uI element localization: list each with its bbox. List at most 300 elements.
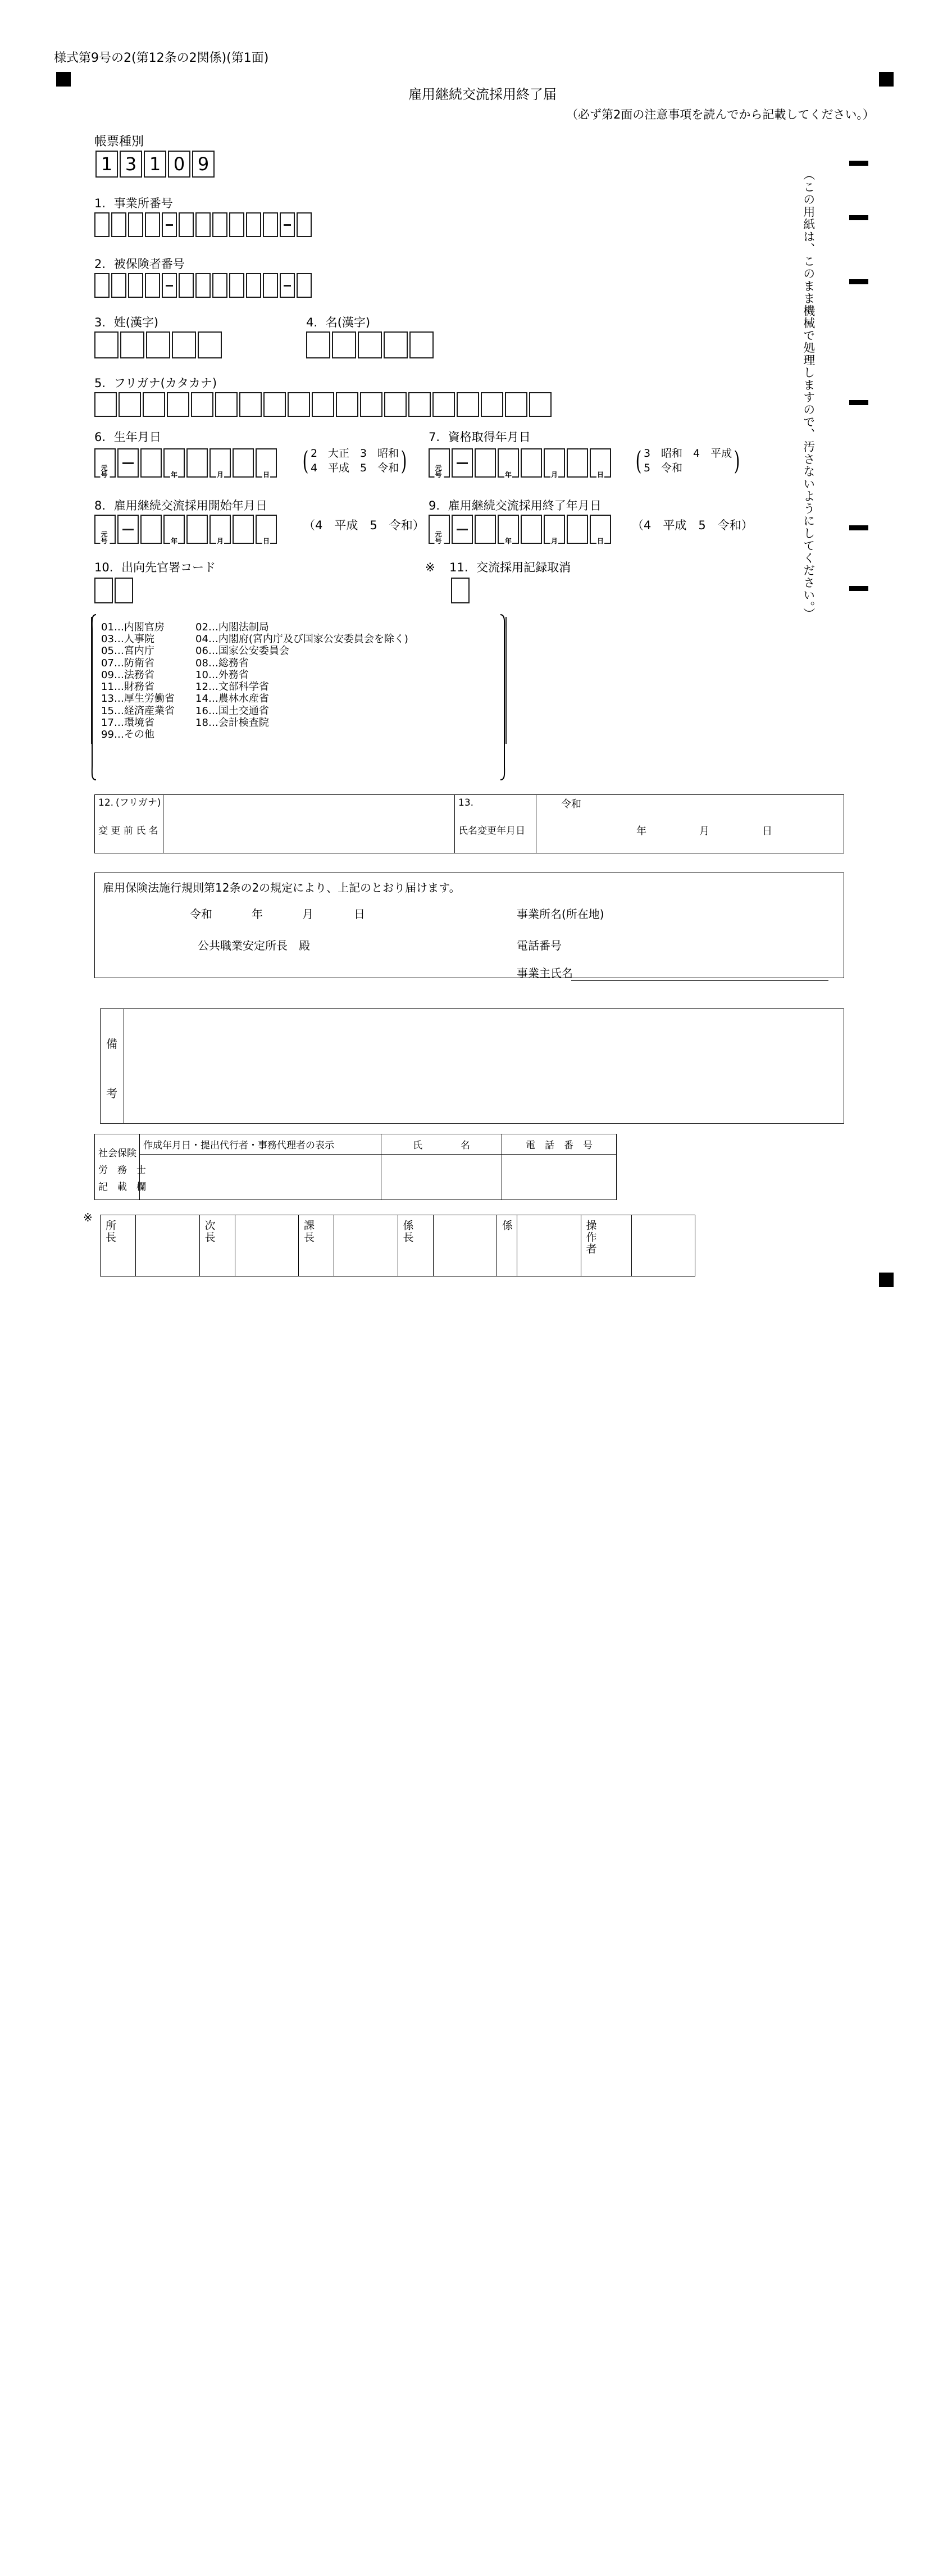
timing-mark-edge-5 [849, 525, 868, 530]
input-cell[interactable] [179, 273, 194, 298]
brace-open-icon: ( [635, 446, 642, 476]
input-cell[interactable] [408, 392, 431, 417]
ministry-code-row [101, 657, 498, 669]
approval-label: 次長 [203, 1220, 216, 1243]
cell-sublabel: 日 [262, 471, 270, 479]
bracket-left-icon [87, 614, 99, 782]
input-cell[interactable] [128, 273, 143, 298]
field-9-input-boxes[interactable] [429, 515, 611, 544]
labor-consultant-value-3[interactable] [502, 1155, 617, 1200]
field-6-input-boxes[interactable] [94, 448, 277, 478]
input-cell[interactable] [215, 392, 238, 417]
input-cell[interactable] [452, 515, 473, 544]
field-7-number: 7. [429, 430, 440, 444]
input-cell[interactable] [498, 515, 519, 544]
field-13-day-unit: 日 [762, 825, 772, 837]
field-3-input-boxes[interactable] [94, 331, 222, 358]
input-cell[interactable] [94, 392, 117, 417]
ministry-code-row [101, 633, 498, 645]
input-cell[interactable] [429, 515, 450, 544]
name-change-table [94, 794, 844, 853]
ministry-code-row [101, 621, 498, 633]
approval-value [517, 1215, 581, 1234]
field-12-label-cell [95, 795, 163, 853]
input-cell[interactable] [94, 515, 116, 544]
input-cell[interactable] [384, 331, 408, 358]
input-cell[interactable] [306, 331, 330, 358]
input-cell[interactable] [256, 448, 277, 478]
labor-consultant-col-3-label: 電 話 番 号 [526, 1140, 593, 1151]
field-13-month-unit: 月 [699, 825, 709, 837]
input-cell[interactable] [163, 515, 185, 544]
input-cell[interactable] [590, 448, 611, 478]
approval-value-cell[interactable] [433, 1215, 497, 1276]
cell-dash-separator [122, 529, 134, 530]
input-cell[interactable] [111, 273, 126, 298]
form-type-digits [95, 151, 215, 178]
input-cell[interactable] [475, 515, 496, 544]
field-1-title: 事業所番号 [113, 197, 173, 210]
labor-consultant-label-line-2: 労 務 士 [98, 1165, 146, 1176]
remarks-table [100, 1008, 844, 1124]
labor-consultant-value-3-text [502, 1155, 616, 1173]
cell-dash-separator [166, 285, 174, 287]
input-cell[interactable] [567, 448, 588, 478]
field-8-label [94, 500, 267, 512]
field-7-label [429, 431, 531, 443]
input-cell[interactable] [529, 392, 552, 417]
ministry-code-row [101, 645, 498, 657]
input-cell[interactable] [481, 392, 503, 417]
input-cell[interactable] [280, 212, 295, 237]
table-row [95, 1155, 617, 1200]
input-cell[interactable] [312, 392, 334, 417]
remarks-value-cell[interactable] [124, 1009, 844, 1124]
field-12-name-label: 変 更 前 氏 名 [98, 825, 158, 837]
form-type-digit [144, 151, 166, 178]
instruction-note: （必ず第2面の注意事項を読んでから記載してください。） [566, 108, 874, 121]
input-cell[interactable] [384, 392, 407, 417]
field-10-number: 10. [94, 561, 113, 574]
input-cell[interactable] [263, 392, 286, 417]
field-9-number: 9. [429, 499, 440, 512]
cell-sublabel: 年 [170, 537, 178, 545]
cell-dash-separator [457, 462, 468, 464]
page-title: 雇用継続交流採用終了届 [408, 87, 557, 102]
ministry-code-right: 08…総務省 [195, 657, 249, 669]
approval-label: 操作者 [584, 1220, 597, 1255]
table-row [101, 1009, 844, 1124]
input-cell[interactable] [246, 212, 261, 237]
input-cell[interactable] [521, 515, 542, 544]
labor-consultant-value-1[interactable] [140, 1155, 381, 1200]
timing-mark-bottom-right [879, 1273, 894, 1287]
field-5-input-boxes[interactable] [94, 392, 552, 417]
remarks-label-cell [101, 1009, 124, 1124]
field-13-year-unit: 年 [636, 825, 646, 837]
input-cell[interactable] [140, 448, 162, 478]
input-cell[interactable] [115, 578, 133, 603]
approval-table [100, 1215, 695, 1276]
input-cell[interactable] [288, 392, 310, 417]
field-2-input-boxes[interactable] [94, 273, 312, 298]
cell-sublabel: 元号 [435, 531, 444, 544]
approval-label-cell [398, 1215, 433, 1276]
cell-sublabel: 元号 [101, 465, 110, 478]
office-name-label: 事業所名(所在地) [517, 907, 604, 921]
input-cell[interactable] [209, 515, 231, 544]
input-cell[interactable] [451, 578, 470, 603]
form-type-digit [168, 151, 190, 178]
ministry-code-left: 17…環境省 [101, 716, 154, 729]
approval-value-cell[interactable] [334, 1215, 398, 1276]
field-9-label [429, 500, 602, 512]
input-cell[interactable] [146, 331, 170, 358]
input-cell[interactable] [94, 273, 110, 298]
field-12-furigana-label: (フリガナ) [116, 797, 161, 808]
form-type-digit-value: 1 [101, 153, 113, 175]
approval-label-cell [497, 1215, 517, 1276]
cell-sublabel: 月 [216, 471, 224, 479]
field-2-label [94, 258, 185, 270]
input-cell[interactable] [475, 448, 496, 478]
cell-dash-separator [166, 224, 174, 226]
cell-sublabel: 元号 [101, 531, 110, 544]
approval-label: 課長 [302, 1220, 315, 1243]
field-4-number: 4. [306, 316, 318, 329]
ministry-code-left: 05…宮内庁 [101, 645, 154, 657]
table-row [95, 795, 844, 853]
input-cell[interactable] [505, 392, 527, 417]
form-type-digit [192, 151, 215, 178]
input-cell[interactable] [229, 273, 244, 298]
input-cell[interactable] [360, 392, 382, 417]
field-4-title: 名(漢字) [325, 316, 371, 329]
field-1-label [94, 198, 173, 210]
cell-sublabel: 日 [596, 537, 604, 545]
side-note: （この用紙は、このまま機械で処理しますので、汚さないようにしてください。） [801, 169, 816, 620]
field-13-date-cell[interactable] [536, 795, 844, 853]
input-cell[interactable] [195, 212, 211, 237]
input-cell[interactable] [94, 578, 113, 603]
input-cell[interactable] [521, 448, 542, 478]
input-cell[interactable] [191, 392, 213, 417]
input-cell[interactable] [358, 331, 382, 358]
form-type-label: 帳票種別 [94, 135, 144, 149]
labor-consultant-col-header-3 [502, 1134, 617, 1155]
field-1-number: 1. [94, 197, 106, 210]
ministry-code-row [101, 681, 498, 693]
field-13-number: 13. [458, 797, 474, 808]
approval-label-cell [199, 1215, 235, 1276]
input-cell[interactable] [120, 331, 144, 358]
field-10-input-boxes[interactable] [94, 578, 133, 603]
input-cell[interactable] [297, 212, 312, 237]
input-cell[interactable] [263, 212, 278, 237]
ministry-code-left: 11…財務省 [101, 681, 154, 693]
approval-value-cell[interactable] [517, 1215, 581, 1276]
approval-value [235, 1215, 299, 1234]
timing-mark-edge-2 [849, 215, 868, 220]
input-cell[interactable] [544, 515, 565, 544]
input-cell[interactable] [457, 392, 479, 417]
input-cell[interactable] [186, 448, 208, 478]
field-6-era-note [300, 448, 409, 474]
form-type-digit [95, 151, 118, 178]
labor-consultant-col-2-label: 氏 名 [413, 1140, 470, 1151]
input-cell[interactable] [409, 331, 434, 358]
input-cell[interactable] [297, 273, 312, 298]
timing-mark-top-left [56, 72, 71, 87]
labor-consultant-value-2[interactable] [381, 1155, 502, 1200]
ministry-code-left: 99…その他 [101, 729, 154, 741]
brace-open-icon: ( [302, 446, 309, 476]
timing-mark-edge-4 [849, 400, 868, 405]
input-cell[interactable] [590, 515, 611, 544]
input-cell[interactable] [162, 273, 177, 298]
input-cell[interactable] [246, 273, 261, 298]
cell-dash-separator [284, 285, 291, 287]
field-8-input-boxes[interactable] [94, 515, 277, 544]
input-cell[interactable] [117, 515, 139, 544]
form-type-digit-value: 9 [197, 153, 209, 175]
brace-close-icon: ) [734, 446, 740, 476]
ministry-code-left: 09…法務省 [101, 669, 154, 681]
input-cell[interactable] [195, 273, 211, 298]
ministry-code-right: 18…会計検査院 [195, 716, 269, 729]
field-7-title: 資格取得年月日 [448, 430, 531, 444]
field-13-label-cell [455, 795, 536, 853]
ministry-code-left: 13…厚生労働省 [101, 693, 175, 705]
input-cell[interactable] [280, 273, 295, 298]
field-3-title: 姓(漢字) [113, 316, 159, 329]
table-row [101, 1215, 695, 1276]
field-7-input-boxes[interactable] [429, 448, 611, 478]
phone-label: 電話番号 [517, 939, 562, 952]
timing-mark-edge-3 [849, 279, 868, 284]
cell-dash-separator [457, 529, 468, 530]
ministry-code-left: 03…人事院 [101, 633, 154, 646]
ministry-code-right: 16…国土交通省 [195, 705, 269, 717]
remarks-label-line-2: 考 [106, 1087, 117, 1100]
approval-value-cell[interactable] [631, 1215, 695, 1276]
declaration-date-era: 令和 [190, 907, 212, 921]
labor-consultant-label-line-3: 記 載 欄 [98, 1182, 146, 1193]
cell-dash-separator [122, 462, 134, 464]
input-cell[interactable] [239, 392, 262, 417]
field-9-title: 雇用継続交流採用終了年月日 [448, 499, 602, 512]
input-cell[interactable] [212, 212, 227, 237]
ministry-code-row [101, 717, 498, 729]
ministry-code-right: 14…農林水産省 [195, 693, 269, 705]
ministry-code-left: 15…経済産業省 [101, 705, 175, 717]
input-cell[interactable] [212, 273, 227, 298]
field-12-value [163, 795, 454, 814]
field-11-mark: ※ [425, 561, 435, 574]
field-3-label [94, 317, 158, 329]
field-2-number: 2. [94, 257, 106, 271]
input-cell[interactable] [111, 212, 126, 237]
field-5-title: フリガナ(カタカナ) [113, 376, 217, 390]
field-11-label [449, 562, 571, 574]
field-9-era-note: （4 平成 5 令和） [632, 519, 753, 532]
labor-consultant-label-line-1: 社会保険 [98, 1148, 136, 1159]
approval-value [334, 1215, 398, 1234]
table-row [95, 1134, 617, 1155]
input-cell[interactable] [162, 212, 177, 237]
cell-sublabel: 月 [216, 537, 224, 545]
labor-consultant-col-header-2 [381, 1134, 502, 1155]
field-7-era-line-2: 5 令和 [643, 461, 683, 474]
input-cell[interactable] [143, 392, 165, 417]
ministry-code-row [101, 729, 498, 740]
field-6-label [94, 431, 161, 443]
approval-value-cell[interactable] [136, 1215, 200, 1276]
cell-sublabel: 日 [596, 471, 604, 479]
owner-name-input[interactable] [571, 980, 828, 981]
declaration-addressee: 公共職業安定所長 殿 [198, 939, 310, 952]
field-12-value-cell[interactable] [163, 795, 455, 853]
input-cell[interactable] [94, 212, 110, 237]
input-cell[interactable] [94, 448, 116, 478]
input-cell[interactable] [332, 331, 356, 358]
input-cell[interactable] [179, 212, 194, 237]
remarks-label-line-1: 備 [106, 1037, 117, 1051]
declaration-date-month: 月 [302, 907, 313, 921]
input-cell[interactable] [263, 273, 278, 298]
labor-consultant-col-header-1 [140, 1134, 381, 1155]
remarks-value [124, 1009, 844, 1028]
ministry-code-row [101, 669, 498, 681]
field-13-era: 令和 [561, 798, 581, 810]
ministry-code-row [101, 705, 498, 717]
input-cell[interactable] [128, 212, 143, 237]
input-cell[interactable] [544, 448, 565, 478]
input-cell[interactable] [432, 392, 455, 417]
field-7-era-note [634, 448, 742, 474]
field-12-number: 12. [98, 797, 114, 808]
field-1-input-boxes[interactable] [94, 212, 312, 237]
cell-sublabel: 月 [550, 537, 558, 545]
input-cell[interactable] [119, 392, 141, 417]
input-cell[interactable] [567, 515, 588, 544]
form-type-digit [120, 151, 142, 178]
approval-label-cell [101, 1215, 136, 1276]
approval-value [632, 1215, 695, 1234]
declaration-statement: 雇用保険法施行規則第12条の2の規定により、上記のとおり届けます。 [103, 881, 461, 894]
declaration-date-year: 年 [252, 907, 263, 921]
field-8-era-note: （4 平成 5 令和） [303, 519, 425, 532]
timing-mark-top-right [879, 72, 894, 87]
field-7-era-line-1: 3 昭和 4 平成 [643, 447, 732, 460]
input-cell[interactable] [256, 515, 277, 544]
input-cell[interactable] [233, 448, 254, 478]
field-10-title: 出向先官署コード [121, 561, 216, 574]
input-cell[interactable] [94, 331, 119, 358]
input-cell[interactable] [233, 515, 254, 544]
ministry-code-left: 01…内閣官房 [101, 621, 165, 633]
bracket-right-icon [497, 614, 509, 782]
input-cell[interactable] [429, 448, 450, 478]
input-cell[interactable] [145, 212, 160, 237]
field-8-number: 8. [94, 499, 106, 512]
field-10-label [94, 562, 216, 574]
approval-label-cell [299, 1215, 334, 1276]
input-cell[interactable] [229, 212, 244, 237]
approval-label: 係長 [401, 1220, 414, 1243]
approval-label: 所長 [104, 1220, 116, 1243]
ministry-code-row [101, 693, 498, 705]
declaration-date-day: 日 [354, 907, 365, 921]
labor-consultant-table [94, 1134, 617, 1200]
cell-sublabel: 年 [504, 471, 512, 479]
approval-row-mark: ※ [83, 1211, 93, 1224]
field-11-input-boxes[interactable] [451, 578, 470, 603]
labor-consultant-value-2-text [381, 1155, 502, 1173]
labor-consultant-side-label [95, 1134, 146, 1200]
field-12-number-furigana [98, 798, 161, 808]
input-cell[interactable] [498, 448, 519, 478]
field-4-input-boxes[interactable] [306, 331, 434, 358]
form-type-digit-value: 0 [173, 153, 185, 175]
input-cell[interactable] [209, 448, 231, 478]
ministry-code-right: 04…内閣府(宮内庁及び国家公安委員会を除く) [195, 633, 408, 646]
field-3-number: 3. [94, 316, 106, 329]
cell-sublabel: 元号 [435, 465, 444, 478]
field-5-number: 5. [94, 376, 106, 390]
approval-value [434, 1215, 497, 1234]
cell-dash-separator [284, 224, 291, 226]
labor-consultant-col-1-label: 作成年月日・提出代行者・事務代理者の表示 [143, 1140, 334, 1151]
field-13-label: 氏名変更年月日 [458, 825, 525, 837]
cell-sublabel: 年 [170, 471, 178, 479]
timing-mark-edge-1 [849, 161, 868, 166]
labor-consultant-value-1-text [140, 1155, 381, 1173]
field-6-era-line-2: 4 平成 5 令和 [310, 461, 399, 474]
field-4-label [306, 317, 370, 329]
form-type-digit-value: 1 [149, 153, 161, 175]
input-cell[interactable] [145, 273, 160, 298]
ministry-code-right: 02…内閣法制局 [195, 621, 269, 633]
ministry-code-right: 06…国家公安委員会 [195, 645, 289, 657]
field-11-title: 交流採用記録取消 [476, 561, 571, 574]
cell-sublabel: 日 [262, 537, 270, 545]
field-6-number: 6. [94, 430, 106, 444]
input-cell[interactable] [172, 331, 196, 358]
input-cell[interactable] [117, 448, 139, 478]
input-cell[interactable] [336, 392, 358, 417]
field-6-title: 生年月日 [113, 430, 161, 444]
field-2-title: 被保険者番号 [113, 257, 185, 271]
ministry-code-list [91, 617, 507, 744]
field-11-number: 11. [449, 561, 468, 574]
input-cell[interactable] [163, 448, 185, 478]
form-code-label: 様式第9号の2(第12条の2関係)(第1面) [54, 51, 269, 65]
approval-value [136, 1215, 199, 1234]
brace-close-icon: ) [400, 446, 407, 476]
timing-mark-edge-6 [849, 586, 868, 591]
input-cell[interactable] [186, 515, 208, 544]
ministry-code-left: 07…防衛省 [101, 657, 154, 669]
approval-value-cell[interactable] [235, 1215, 299, 1276]
input-cell[interactable] [198, 331, 222, 358]
ministry-code-right: 12…文部科学省 [195, 681, 269, 693]
input-cell[interactable] [140, 515, 162, 544]
form-type-digit-value: 3 [125, 153, 137, 175]
input-cell[interactable] [452, 448, 473, 478]
input-cell[interactable] [167, 392, 189, 417]
field-6-era-line-1: 2 大正 3 昭和 [310, 447, 399, 460]
